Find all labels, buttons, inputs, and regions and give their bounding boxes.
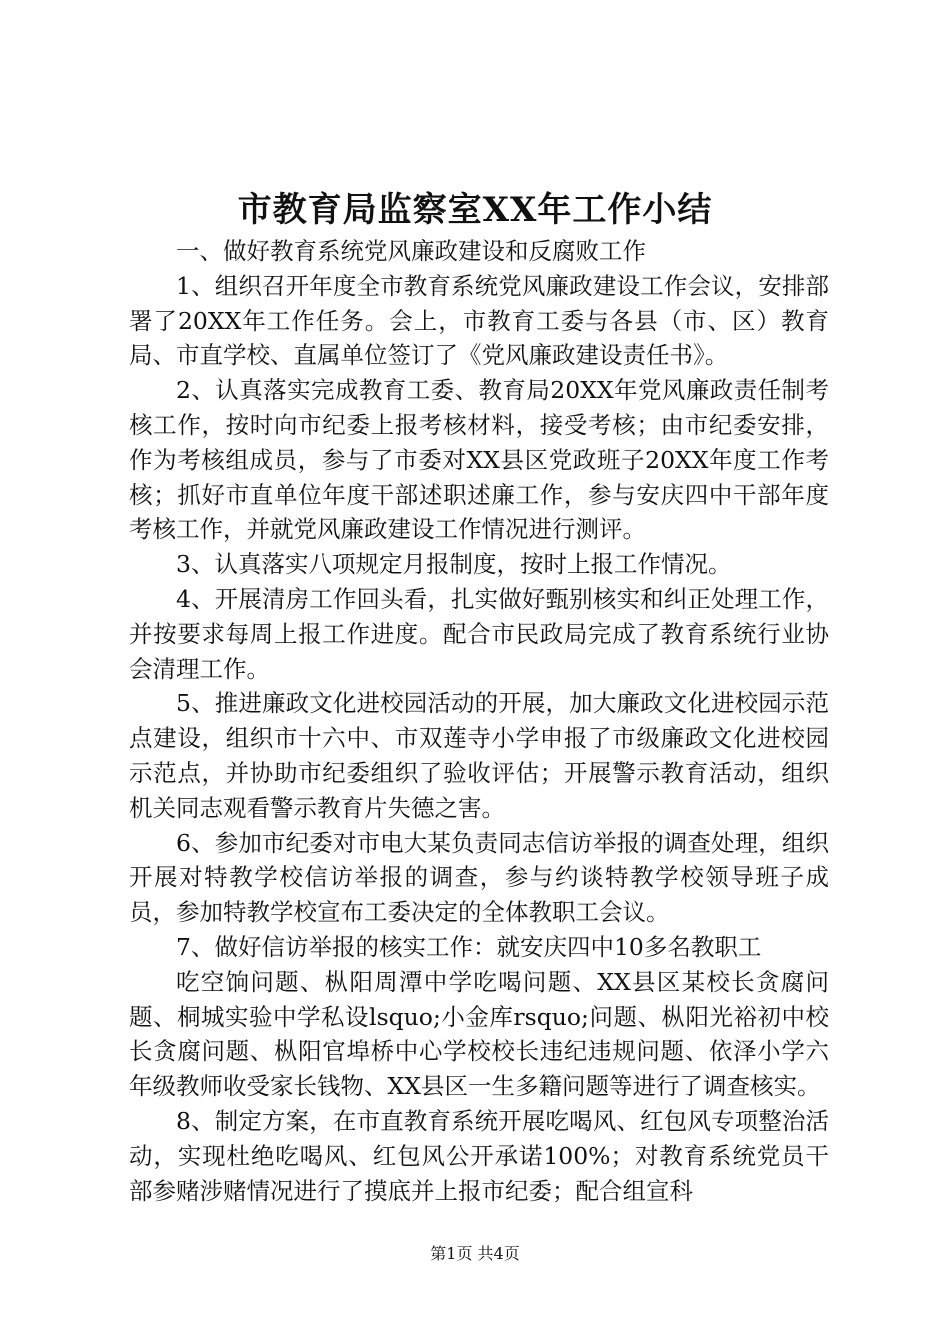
page-number-footer: 第1页 共4页 [430,1244,520,1263]
paragraph-7: 7、做好信访举报的核实工作：就安庆四中10多名教职工 [176,932,762,961]
paragraph-4: 4、开展清房工作回头看，扎实做好甄别核实和纠正处理工作，并按要求每周上报工作进度。配合市民政局完成了教育系统行业协会清理工作。 [129,584,829,683]
paragraph-3: 3、认真落实八项规定月报制度，按时上报工作情况。 [176,550,732,579]
paragraph-5: 5、推进廉政文化进校园活动的开展，加大廉政文化进校园示范点建设，组织市十六中、市双莲寺小学申报了市级廉政文化进校园示范点，并协助市纪委组织了验收评估；开展警示教育活动，组织机关同志观看警示教育片失德之害。 [129,689,829,822]
document-title: 市教育局监察室XX年工作小结 [237,190,713,230]
paragraph-7-continued: 吃空饷问题、枞阳周潭中学吃喝问题、XX县区某校长贪腐问题、桐城实验中学私设lsquo;小金库rsquo;问题、枞阳光裕初中校长贪腐问题、枞阳官埠桥中心学校校长违纪违规问题、依泽小学六年级教师收受家长钱物、XX县区一生多籍问题等进行了调查核实。 [129,967,829,1101]
paragraph-6: 6、参加市纪委对市电大某负责同志信访举报的调查处理，组织开展对特教学校信访举报的调查，参与约谈特教学校领导班子成员，参加特教学校宣布工委决定的全体教职工会议。 [129,828,829,927]
section-heading: 一、做好教育系统党风廉政建设和反腐败工作 [176,237,646,265]
paragraph-2: 2、认真落实完成教育工委、教育局20XX年党风廉政责任制考核工作，按时向市纪委上报考核材料，接受考核；由市纪委安排，作为考核组成员，参与了市委对XX县区党政班子20XX年度工作考核；抓好市直单位年度干部述职述廉工作，参与安庆四中干部年度考核工作，并就党风廉政建设工作情况进行测评。 [129,376,829,544]
paragraph-8: 8、制定方案，在市直教育系统开展吃喝风、红包风专项整治活动，实现杜绝吃喝风、红包风公开承诺100%；对教育系统党员干部参赌涉赌情况进行了摸底并上报市纪委；配合组宣科 [129,1106,829,1205]
paragraph-1: 1、组织召开年度全市教育系统党风廉政建设工作会议，安排部署了20XX年工作任务。会上，市教育工委与各县（市、区）教育局、市直学校、直属单位签订了《党风廉政建设责任书》。 [129,271,829,370]
document-body [129,234,829,1208]
